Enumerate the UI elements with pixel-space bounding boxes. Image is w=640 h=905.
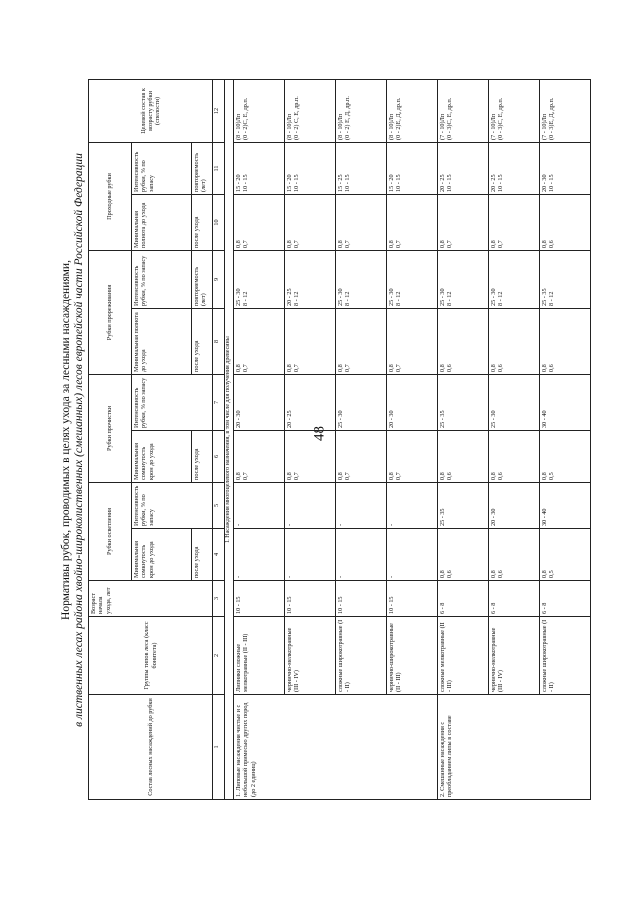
cell-c7: 25 - 30 bbox=[336, 374, 387, 430]
column-number: 12 bbox=[213, 79, 225, 142]
header-after-6: после ухода bbox=[192, 430, 213, 482]
norms-table bbox=[88, 79, 591, 800]
cell-c11: 15 - 20 10 - 15 bbox=[285, 142, 336, 194]
cell-c5: - bbox=[336, 482, 387, 528]
header-target: Целевой состав к возрасту рубки (спелости) bbox=[89, 79, 213, 142]
header-min-density-6: Минимальная сомкнутость крон до ухода bbox=[132, 430, 192, 482]
cell-c6: 0,8 0,6 bbox=[438, 430, 489, 482]
header-repeat-9: повторяемость (лет) bbox=[192, 250, 213, 308]
header-cleaning: Рубки прочистки bbox=[89, 374, 132, 482]
cell-c6: 0,8 0,6 bbox=[489, 430, 540, 482]
column-number: 2 bbox=[213, 617, 225, 695]
header-intensity-7: Интенсивность рубки, % по запасу bbox=[132, 374, 213, 430]
table-row bbox=[285, 79, 336, 799]
cell-c4: - bbox=[234, 529, 285, 581]
page-number: 48 bbox=[311, 426, 328, 441]
cell-c7: 25 - 30 bbox=[489, 374, 540, 430]
header-after-4: после ухода bbox=[192, 529, 213, 581]
column-number: 9 bbox=[213, 250, 225, 308]
header-clarification: Рубки осветления bbox=[89, 482, 132, 580]
cell-c5: 25 - 35 bbox=[438, 482, 489, 528]
cell-c6: 0,8 0,7 bbox=[234, 430, 285, 482]
rotated-page-content bbox=[60, 80, 600, 800]
cell-c11: 20 - 25 10 - 15 bbox=[489, 142, 540, 194]
table-row bbox=[438, 79, 489, 799]
column-number: 6 bbox=[213, 430, 225, 482]
table-subtitle: в лиственных лесах района хвойно-широколиственных (смешанных) лесов европейской части Российской Федерации bbox=[73, 153, 85, 727]
table-body bbox=[234, 79, 591, 799]
header-min-completeness-10: Минимальная полнота до ухода bbox=[132, 194, 192, 250]
table-row bbox=[336, 79, 387, 799]
cell-c7: 20 - 25 bbox=[285, 374, 336, 430]
cell-age: 10 - 15 bbox=[336, 581, 387, 617]
cell-c12: (7 - 10)Лп (0 - 3)Е, Д, др.п. bbox=[540, 79, 591, 142]
cell-c9: 25 - 30 8 - 12 bbox=[438, 250, 489, 308]
cell-c6: 0,8 0,7 bbox=[285, 430, 336, 482]
column-numbers-row bbox=[213, 79, 225, 799]
cell-c9: 25 - 35 8 - 12 bbox=[540, 250, 591, 308]
cell-c8: 0,8 0,7 bbox=[234, 308, 285, 374]
cell-c4: 0,8 0,5 bbox=[540, 529, 591, 581]
cell-c9: 25 - 30 8 - 12 bbox=[489, 250, 540, 308]
cell-c11: 15 - 20 10 - 15 bbox=[234, 142, 285, 194]
column-number: 8 bbox=[213, 308, 225, 374]
cell-c12: (8 - 10)Лп (0 - 2)Е, Д, др.п. bbox=[387, 79, 438, 142]
cell-c11: 15 - 25 10 - 15 bbox=[336, 142, 387, 194]
cell-group: чернично-мелкотравные (III - IV) bbox=[489, 617, 540, 695]
cell-c6: 0,8 0,7 bbox=[387, 430, 438, 482]
cell-c4: - bbox=[387, 529, 438, 581]
cell-c6: 0,8 0,5 bbox=[540, 430, 591, 482]
cell-age: 10 - 15 bbox=[387, 581, 438, 617]
header-intensity-11: Интенсивность рубки, % по запасу bbox=[132, 142, 192, 194]
cell-composition: 2. Смешанные насаждения с преобладанием липы в составе bbox=[438, 695, 591, 800]
cell-c7: 25 - 35 bbox=[438, 374, 489, 430]
cell-c9: 25 - 30 8 - 12 bbox=[336, 250, 387, 308]
header-forest-groups: Группы типов леса (класс бонитета) bbox=[89, 617, 213, 695]
header-min-density-4: Минимальная сомкнутость крон до ухода bbox=[132, 529, 192, 581]
cell-c8: 0,8 0,6 bbox=[540, 308, 591, 374]
cell-c5: - bbox=[285, 482, 336, 528]
header-repeat-11: повторяемость (лет) bbox=[192, 142, 213, 194]
section-header: I. Насаждения многоцелевого назначения, в том числе для получения древесины bbox=[225, 79, 234, 799]
header-passing: Проходные рубки bbox=[89, 142, 132, 250]
column-number: 4 bbox=[213, 529, 225, 581]
cell-group: Липняки сложные мелкотравные (II - III) bbox=[234, 617, 285, 695]
cell-c7: 20 - 30 bbox=[234, 374, 285, 430]
cell-c12: (7 - 10)Лп (0 - 3)С, Е, др.п. bbox=[438, 79, 489, 142]
column-number: 10 bbox=[213, 194, 225, 250]
header-after-10: после ухода bbox=[192, 194, 213, 250]
cell-c8: 0,8 0,7 bbox=[387, 308, 438, 374]
cell-c7: 30 - 40 bbox=[540, 374, 591, 430]
cell-c8: 0,8 0,6 bbox=[489, 308, 540, 374]
cell-c11: 20 - 25 10 - 15 bbox=[438, 142, 489, 194]
header-intensity-9: Интенсивность рубки, % по запасу bbox=[132, 250, 192, 308]
cell-group: сложные мелкотравные (II - III) bbox=[438, 617, 489, 695]
cell-c10: 0,8 0,7 bbox=[285, 194, 336, 250]
cell-c12: (8 - 10)Лп (0 - 2)С, Е, др.п. bbox=[234, 79, 285, 142]
column-number: 7 bbox=[213, 374, 225, 430]
table-row bbox=[234, 79, 285, 799]
cell-c4: 0,8 0,6 bbox=[489, 529, 540, 581]
column-number: 5 bbox=[213, 482, 225, 528]
cell-c4: - bbox=[285, 529, 336, 581]
cell-c12: (7 - 10)Лп (0 - 3)С, Е, др.п. bbox=[489, 79, 540, 142]
cell-c12: (8 - 10)Лп (0 - 2) Е, Д, др.п. bbox=[336, 79, 387, 142]
cell-c8: 0,8 0,6 bbox=[438, 308, 489, 374]
cell-c5: - bbox=[234, 482, 285, 528]
cell-c10: 0,8 0,7 bbox=[489, 194, 540, 250]
cell-age: 6 - 8 bbox=[489, 581, 540, 617]
cell-group: сложные широкотравные (I - II) bbox=[540, 617, 591, 695]
header-age: Возраст начала ухода, лет bbox=[89, 581, 213, 617]
cell-group: черничнo-мелкотравные (III - IV) bbox=[285, 617, 336, 695]
cell-c10: 0,8 0,7 bbox=[387, 194, 438, 250]
header-thinning: Рубки прореживания bbox=[89, 250, 132, 374]
header-intensity-5: Интенсивность рубки, % по запасу bbox=[132, 482, 213, 528]
table-row bbox=[540, 79, 591, 799]
cell-c9: 25 - 30 8 - 12 bbox=[387, 250, 438, 308]
cell-age: 6 - 8 bbox=[540, 581, 591, 617]
cell-c10: 0,8 0,7 bbox=[438, 194, 489, 250]
cell-c11: 20 - 30 10 - 15 bbox=[540, 142, 591, 194]
cell-c8: 0,8 0,7 bbox=[336, 308, 387, 374]
table-row bbox=[489, 79, 540, 799]
header-min-completeness-8: Минимальная полнота до ухода bbox=[132, 308, 192, 374]
header-composition: Состав лесных насаждений до рубки bbox=[89, 695, 213, 800]
cell-c4: - bbox=[336, 529, 387, 581]
cell-c11: 15 - 20 10 - 15 bbox=[387, 142, 438, 194]
table-row bbox=[387, 79, 438, 799]
cell-composition: 1. Липовые насаждения чистые и с небольшой примесью других пород (до 2 единиц) bbox=[234, 695, 438, 800]
cell-c8: 0,8 0,7 bbox=[285, 308, 336, 374]
cell-c10: 0,8 0,6 bbox=[540, 194, 591, 250]
column-number: 11 bbox=[213, 142, 225, 194]
cell-c5: 30 - 40 bbox=[540, 482, 591, 528]
table-title: Нормативы рубок, проводимых в целях ухода за лесными насаждениями, bbox=[60, 260, 72, 620]
cell-c4: 0,8 0,6 bbox=[438, 529, 489, 581]
cell-c9: 25 - 30 8 - 12 bbox=[234, 250, 285, 308]
header-after-8: после ухода bbox=[192, 308, 213, 374]
column-number: 1 bbox=[213, 695, 225, 800]
cell-c10: 0,8 0,7 bbox=[336, 194, 387, 250]
cell-c7: 20 - 30 bbox=[387, 374, 438, 430]
cell-c9: 20 - 25 8 - 12 bbox=[285, 250, 336, 308]
cell-c10: 0,8 0,7 bbox=[234, 194, 285, 250]
cell-c6: 0,8 0,7 bbox=[336, 430, 387, 482]
cell-group: чернично-широкотравные (II - III) bbox=[387, 617, 438, 695]
cell-age: 10 - 15 bbox=[234, 581, 285, 617]
cell-age: 10 - 15 bbox=[285, 581, 336, 617]
cell-age: 6 - 8 bbox=[438, 581, 489, 617]
column-number: 3 bbox=[213, 581, 225, 617]
cell-c5: 20 - 30 bbox=[489, 482, 540, 528]
cell-group: сложные широкотравные (I - II) bbox=[336, 617, 387, 695]
cell-c5: - bbox=[387, 482, 438, 528]
cell-c12: (8 - 10)Лп (0 - 2) С, Е, др.п. bbox=[285, 79, 336, 142]
